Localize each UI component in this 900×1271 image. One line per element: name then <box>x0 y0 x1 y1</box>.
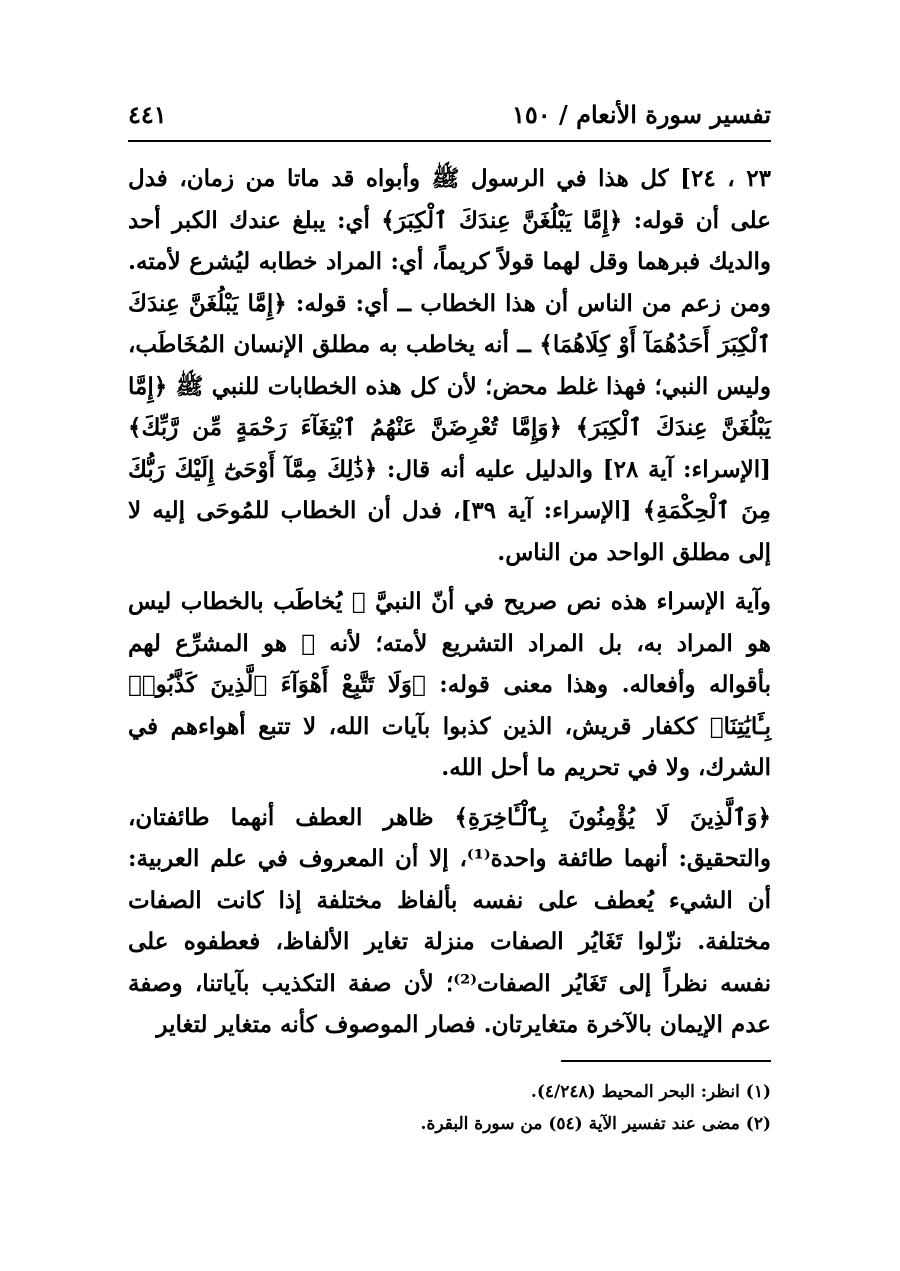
footnote: (١) انظر: البحر المحيط (٤/٢٤٨). <box>530 1081 771 1102</box>
paragraph: ٢٣ ، ٢٤] كل هذا في الرسول ﷺ وأبواه قد ماتا من زمان، فدل على أن قوله: ﴿إِمَّا يَبْلُغَنَّ عِندَكَ ٱلْكِبَرَ﴾ أي: يبلغ عندك الكبر أحد والديك فبرهما وقل لهما قولاً كريماً، أي: المراد خطابه ليُشرع لأمته. ومن زعم من الناس أن هذا الخطاب ــ أي: قوله: ﴿إِمَّا يَبْلُغَنَّ عِندَكَ ٱلْكِبَرَ أَحَدُهُمَآ أَوْ كِلَاهُمَا﴾ ــ أنه يخاطب به مطلق الإنسان المُخَاطَب، وليس النبي؛ فهذا غلط محض؛ لأن كل هذه الخطابات للنبي ﷺ ﴿إِمَّا يَبْلُغَنَّ عِندَكَ ٱلْكِبَرَ﴾ ﴿وَإِمَّا تُعْرِضَنَّ عَنْهُمُ ٱبْتِغَآءَ رَحْمَةٍ مِّن رَّبِّكَ﴾ [الإسراء: آية ٢٨] والدليل عليه أنه قال: ﴿ذَٰلِكَ مِمَّآ أَوْحَىٰٓ إِلَيْكَ رَبُّكَ مِنَ ٱلْحِكْمَةِ﴾ [الإسراء: آية ٣٩]، فدل أن الخطاب للمُوحَى إليه لا إلى مطلق الواحد من الناس. <box>128 165 772 566</box>
main-text <box>128 158 771 1046</box>
paragraph: ﴿وَٱلَّذِينَ لَا يُؤْمِنُونَ بِٱلْـَٔاخِرَةِ﴾ ظاهر العطف أنهما طائفتان، والتحقيق: أنهما طائفة واحدة⁽¹⁾، إلا أن المعروف في علم العربية: أن الشيء يُعطف على نفسه بألفاظ مختلفة إذا كانت الصفات مختلفة. نزّلوا تَغَايُر الصفات منزلة تغاير الألفاظ، فعطفوه على نفسه نظراً إلى تَغَايُر الصفات⁽²⁾؛ لأن صفة التكذيب بآياتنا، وصفة عدم الإيمان بالآخرة متغايرتان. فصار الموصوف كأنه متغاير لتغاير <box>128 803 771 1038</box>
page-number: ٤٤١ <box>128 100 167 129</box>
running-title: تفسير سورة الأنعام / ١٥٠ <box>511 100 771 129</box>
footnote-divider <box>561 1060 771 1062</box>
header-divider <box>128 140 771 142</box>
footnotes <box>128 1076 771 1140</box>
footnote: (٢) مضى عند تفسير الآية (٥٤) من سورة البقرة. <box>420 1113 771 1134</box>
paragraph: وآية الإسراء هذه نص صريح في أنّ النبيَّ ﷺ يُخاطَب بالخطاب ليس هو المراد به، بل المراد التشريع لأمته؛ لأنه ﷺ هو المشرِّع لهم بأقواله وأفعاله. وهذا معنى قوله: ﴿وَلَا تَتَّبِعْ أَهْوَآءَ ٱلَّذِينَ كَذَّبُوا۟ بِـَٔايَٰتِنَا﴾ ككفار قريش، الذين كذبوا بآيات الله، لا تتبع أهواءهم في الشرك، ولا في تحريم ما أحل الله. <box>128 588 771 781</box>
page-header <box>128 100 771 138</box>
book-page <box>128 100 771 1140</box>
